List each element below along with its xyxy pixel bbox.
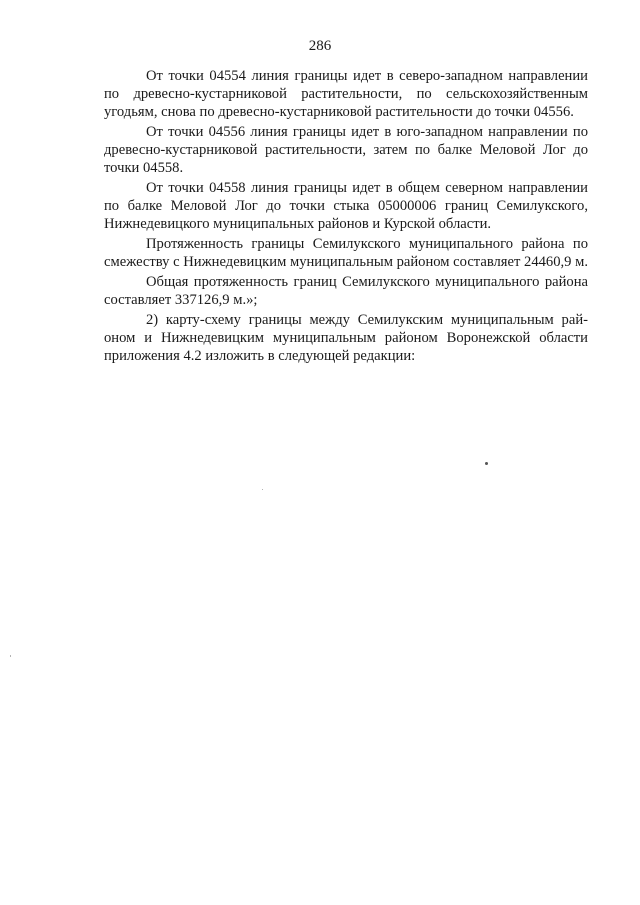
text-line: точки 04558.: [104, 160, 184, 176]
paragraph-3: [104, 179, 588, 233]
text-line: От точки 04558 линия границы идет в общем северном направлении: [146, 180, 588, 196]
text-line: оном и Нижнедевицким муниципальным районом Воронежской области: [104, 330, 588, 346]
document-body: [104, 67, 588, 367]
paragraph-6: [104, 311, 588, 365]
scan-speck: [262, 489, 263, 490]
scan-speck: [10, 655, 11, 657]
scan-speck: [485, 462, 488, 465]
text-line: 2) карту-схему границы между Семилукским муниципальным рай-: [146, 312, 588, 328]
text-line: Протяженность границы Семилукского муниципального района по: [146, 236, 588, 252]
paragraph-5: [104, 273, 588, 309]
text-line: древесно-кустарниковой растительности, затем по балке Меловой Лог до: [104, 142, 588, 158]
text-line: От точки 04556 линия границы идет в юго-западном направлении по: [146, 124, 588, 140]
text-line: по балке Меловой Лог до точки стыка 05000006 границ Семилукского,: [104, 198, 588, 214]
text-line: по древесно-кустарниковой растительности, по сельскохозяйственным: [104, 86, 588, 102]
paragraph-4: [104, 235, 588, 271]
text-line: составляет 337126,9 м.»;: [104, 292, 258, 308]
text-line: приложения 4.2 изложить в следующей редакции:: [104, 348, 416, 364]
text-line: Нижнедевицкого муниципальных районов и Курской области.: [104, 216, 492, 232]
text-line: угодьям, снова по древесно-кустарниковой растительности до точки 04556.: [104, 104, 574, 120]
text-line: Общая протяженность границ Семилукского муниципального района: [146, 274, 588, 290]
paragraph-1: [104, 67, 588, 121]
text-line: От точки 04554 линия границы идет в северо-западном направлении: [146, 68, 588, 84]
page-number: 286: [308, 38, 332, 54]
paragraph-2: [104, 123, 588, 177]
text-line: смежеству с Нижнедевицким муниципальным районом составляет 24460,9 м.: [104, 254, 588, 270]
